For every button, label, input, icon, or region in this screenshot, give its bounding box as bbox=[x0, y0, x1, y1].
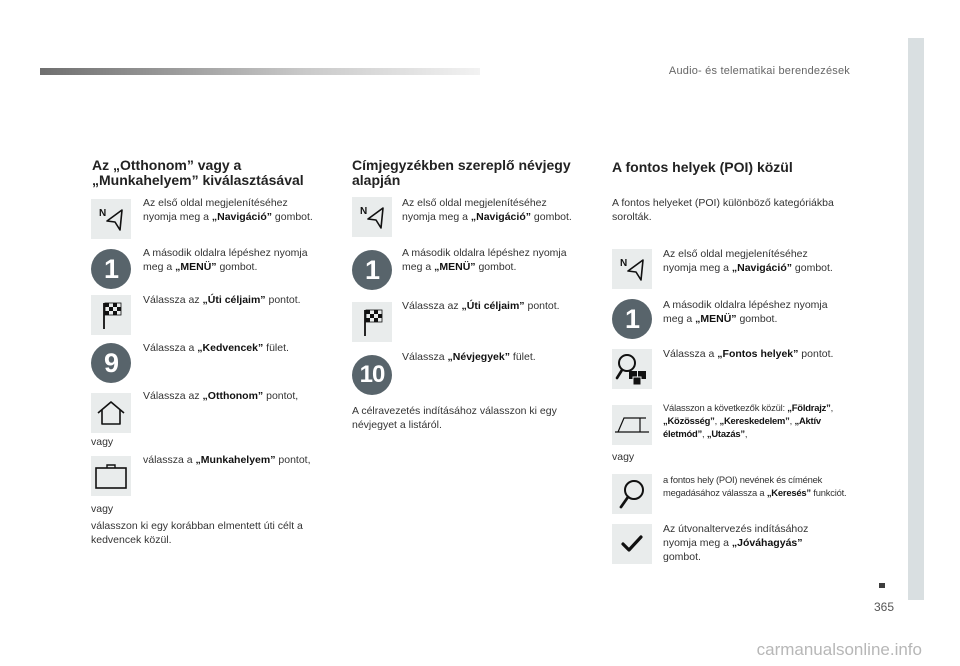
text: pontot. bbox=[798, 348, 834, 360]
col2-step2-text bbox=[402, 246, 567, 274]
col3-step6-line2 bbox=[663, 536, 808, 550]
chapter-title: Audio- és telematikai berendezések bbox=[668, 65, 850, 77]
col3-step2-line2 bbox=[663, 312, 828, 326]
col2-final-line1: A célravezetés indításához válasszon ki egy bbox=[352, 405, 557, 417]
col2-final-text bbox=[352, 404, 557, 432]
col2-final-line2: névjegyet a listáról. bbox=[352, 419, 442, 431]
col3-step2-line1: A második oldalra lépéshez nyomja bbox=[663, 299, 828, 311]
col1-step2-line1: A második oldalra lépéshez nyomja bbox=[143, 247, 308, 259]
menu-label: „MENÜ” bbox=[434, 261, 476, 273]
col2-step1-line1: Az első oldal megjelenítéséhez bbox=[402, 197, 547, 209]
home-label: „Otthonom” bbox=[202, 390, 264, 402]
col1-step4-text bbox=[143, 341, 289, 355]
text: , bbox=[789, 415, 795, 426]
text: , bbox=[830, 402, 834, 413]
col2-title-line2: alapján bbox=[352, 172, 401, 188]
page-number: 365 bbox=[874, 600, 895, 614]
col2-step4-text bbox=[402, 350, 536, 364]
col3-step2-text bbox=[663, 298, 828, 326]
navigation-icon bbox=[352, 197, 392, 237]
col1-title bbox=[92, 158, 304, 188]
checkered-flag-icon bbox=[91, 295, 131, 335]
step-number-badge: 1 bbox=[612, 299, 652, 339]
col3-title: A fontos helyek (POI) közül bbox=[612, 159, 793, 175]
col3-step6-text bbox=[663, 522, 808, 564]
home-icon bbox=[91, 393, 131, 433]
svg-text:N: N bbox=[99, 208, 107, 219]
col3-intro bbox=[612, 196, 834, 224]
col1-step6-text bbox=[143, 453, 311, 467]
col2-step2-line2 bbox=[402, 260, 567, 274]
navigation-label: „Navigáció” bbox=[211, 211, 272, 223]
col3-step1-line2 bbox=[663, 261, 833, 275]
navigation-label: „Navigáció” bbox=[470, 211, 531, 223]
step-number-badge: 1 bbox=[91, 249, 131, 289]
col3-step4-line2 bbox=[663, 414, 833, 427]
favourites-label: „Kedvencek” bbox=[197, 342, 264, 354]
text: Válassza bbox=[402, 351, 448, 363]
col1-step1-text bbox=[143, 196, 313, 224]
text: pontot, bbox=[275, 454, 311, 466]
col1-title-line2: „Munkahelyem” kiválasztásával bbox=[92, 172, 304, 188]
destinations-label: „Úti céljaim” bbox=[202, 294, 266, 306]
text: Válassza a bbox=[663, 348, 718, 360]
col3-step6-line1: Az útvonaltervezés indításához bbox=[663, 523, 809, 535]
text: gombot. bbox=[530, 211, 572, 223]
or-separator: vagy bbox=[91, 436, 114, 448]
step-number-badge: 9 bbox=[91, 343, 131, 383]
col3-intro-line1: A fontos helyeket (POI) különböző kategóriákba bbox=[612, 197, 834, 209]
col1-final-line1: válasszon ki egy korábban elmentett úti célt a bbox=[91, 520, 303, 532]
menu-label: „MENÜ” bbox=[175, 261, 217, 273]
col3-step5-line2 bbox=[663, 486, 846, 499]
search-label: „Keresés” bbox=[766, 487, 811, 498]
text: meg a bbox=[663, 313, 696, 325]
col1-final-text bbox=[91, 519, 303, 547]
or-separator: vagy bbox=[612, 451, 635, 463]
col2-step3-text bbox=[402, 299, 560, 313]
category-community: „Közösség” bbox=[663, 415, 715, 426]
col1-step3-text bbox=[143, 293, 301, 307]
col2-title bbox=[352, 158, 571, 188]
text: , bbox=[702, 428, 707, 439]
text: pontot. bbox=[524, 300, 560, 312]
navigation-icon bbox=[612, 249, 652, 289]
category-geography: „Földrajz” bbox=[787, 402, 831, 413]
confirm-label: „Jóváhagyás” bbox=[731, 537, 803, 549]
text: gombot. bbox=[216, 261, 258, 273]
text: Válassza az bbox=[143, 390, 203, 402]
text: válassza a bbox=[143, 454, 196, 466]
page-marker bbox=[879, 583, 885, 588]
category-tab-icon bbox=[612, 405, 652, 445]
text: fület. bbox=[509, 351, 536, 363]
col2-step1-text bbox=[402, 196, 572, 224]
text: Válassza az bbox=[143, 294, 203, 306]
col1-title-line1: Az „Otthonom” vagy a bbox=[92, 157, 242, 173]
col1-step1-line1: Az első oldal megjelenítéséhez bbox=[143, 197, 288, 209]
text: meg a bbox=[143, 261, 176, 273]
col3-step1-line1: Az első oldal megjelenítéséhez bbox=[663, 248, 808, 260]
text: Válassza a bbox=[143, 342, 198, 354]
col3-intro-line2: sorolták. bbox=[612, 211, 652, 223]
text: , bbox=[744, 428, 748, 439]
search-icon bbox=[612, 474, 652, 514]
work-label: „Munkahelyem” bbox=[195, 454, 276, 466]
navigation-icon bbox=[91, 199, 131, 239]
col1-step2-text bbox=[143, 246, 308, 274]
text: pontot, bbox=[263, 390, 299, 402]
text: nyomja meg a bbox=[663, 537, 732, 549]
text: megadásához válassza a bbox=[663, 487, 767, 498]
col2-title-line1: Címjegyzékben szereplő névjegy bbox=[352, 157, 571, 173]
step-number-badge: 1 bbox=[352, 250, 392, 290]
category-commerce: „Kereskedelem” bbox=[719, 415, 790, 426]
step-number-badge: 10 bbox=[352, 355, 392, 395]
text: Válassza az bbox=[402, 300, 462, 312]
text: pontot. bbox=[265, 294, 301, 306]
contacts-label: „Névjegyek” bbox=[447, 351, 510, 363]
col3-step6-line3: gombot. bbox=[663, 551, 701, 563]
text: funkciót. bbox=[810, 487, 847, 498]
text: nyomja meg a bbox=[663, 262, 732, 274]
col3-step4-line3 bbox=[663, 427, 833, 440]
col1-step5-text bbox=[143, 389, 298, 403]
text: gombot. bbox=[736, 313, 778, 325]
text: gombot. bbox=[271, 211, 313, 223]
navigation-label: „Navigáció” bbox=[731, 262, 792, 274]
or-separator: vagy bbox=[91, 503, 114, 515]
checkered-flag-icon bbox=[352, 302, 392, 342]
col3-step4-line1 bbox=[663, 401, 833, 414]
svg-text:N: N bbox=[360, 206, 368, 217]
svg-text:N: N bbox=[620, 258, 628, 269]
col1-step1-line2 bbox=[143, 210, 313, 224]
category-travel: „Utazás” bbox=[706, 428, 745, 439]
col3-step4-text bbox=[663, 401, 833, 440]
col2-step1-line2 bbox=[402, 210, 572, 224]
briefcase-icon bbox=[91, 456, 131, 496]
text: fület. bbox=[263, 342, 289, 354]
col3-step1-text bbox=[663, 247, 833, 275]
checkmark-icon bbox=[612, 524, 652, 564]
text: meg a bbox=[402, 261, 435, 273]
watermark: carmanualsonline.info bbox=[756, 640, 922, 659]
col1-step2-line2 bbox=[143, 260, 308, 274]
header-gradient-bar bbox=[40, 68, 480, 75]
text: gombot. bbox=[791, 262, 833, 274]
category-lifestyle: életmód” bbox=[663, 428, 703, 439]
poi-search-icon bbox=[612, 349, 652, 389]
text: gombot. bbox=[475, 261, 517, 273]
text: nyomja meg a bbox=[143, 211, 212, 223]
col3-step3-text bbox=[663, 347, 833, 361]
col2-step2-line1: A második oldalra lépéshez nyomja bbox=[402, 247, 567, 259]
col1-final-line2: kedvencek közül. bbox=[91, 534, 172, 546]
category-active: „Aktív bbox=[794, 415, 821, 426]
text: , bbox=[714, 415, 720, 426]
col3-step5-text bbox=[663, 473, 846, 499]
page-side-strip bbox=[908, 38, 924, 600]
col3-step5-line1: a fontos hely (POI) nevének és címének bbox=[663, 474, 823, 485]
text: nyomja meg a bbox=[402, 211, 471, 223]
text: Válasszon a következők közül: bbox=[663, 402, 788, 413]
menu-label: „MENÜ” bbox=[695, 313, 737, 325]
poi-label: „Fontos helyek” bbox=[717, 348, 799, 360]
destinations-label: „Úti céljaim” bbox=[461, 300, 525, 312]
